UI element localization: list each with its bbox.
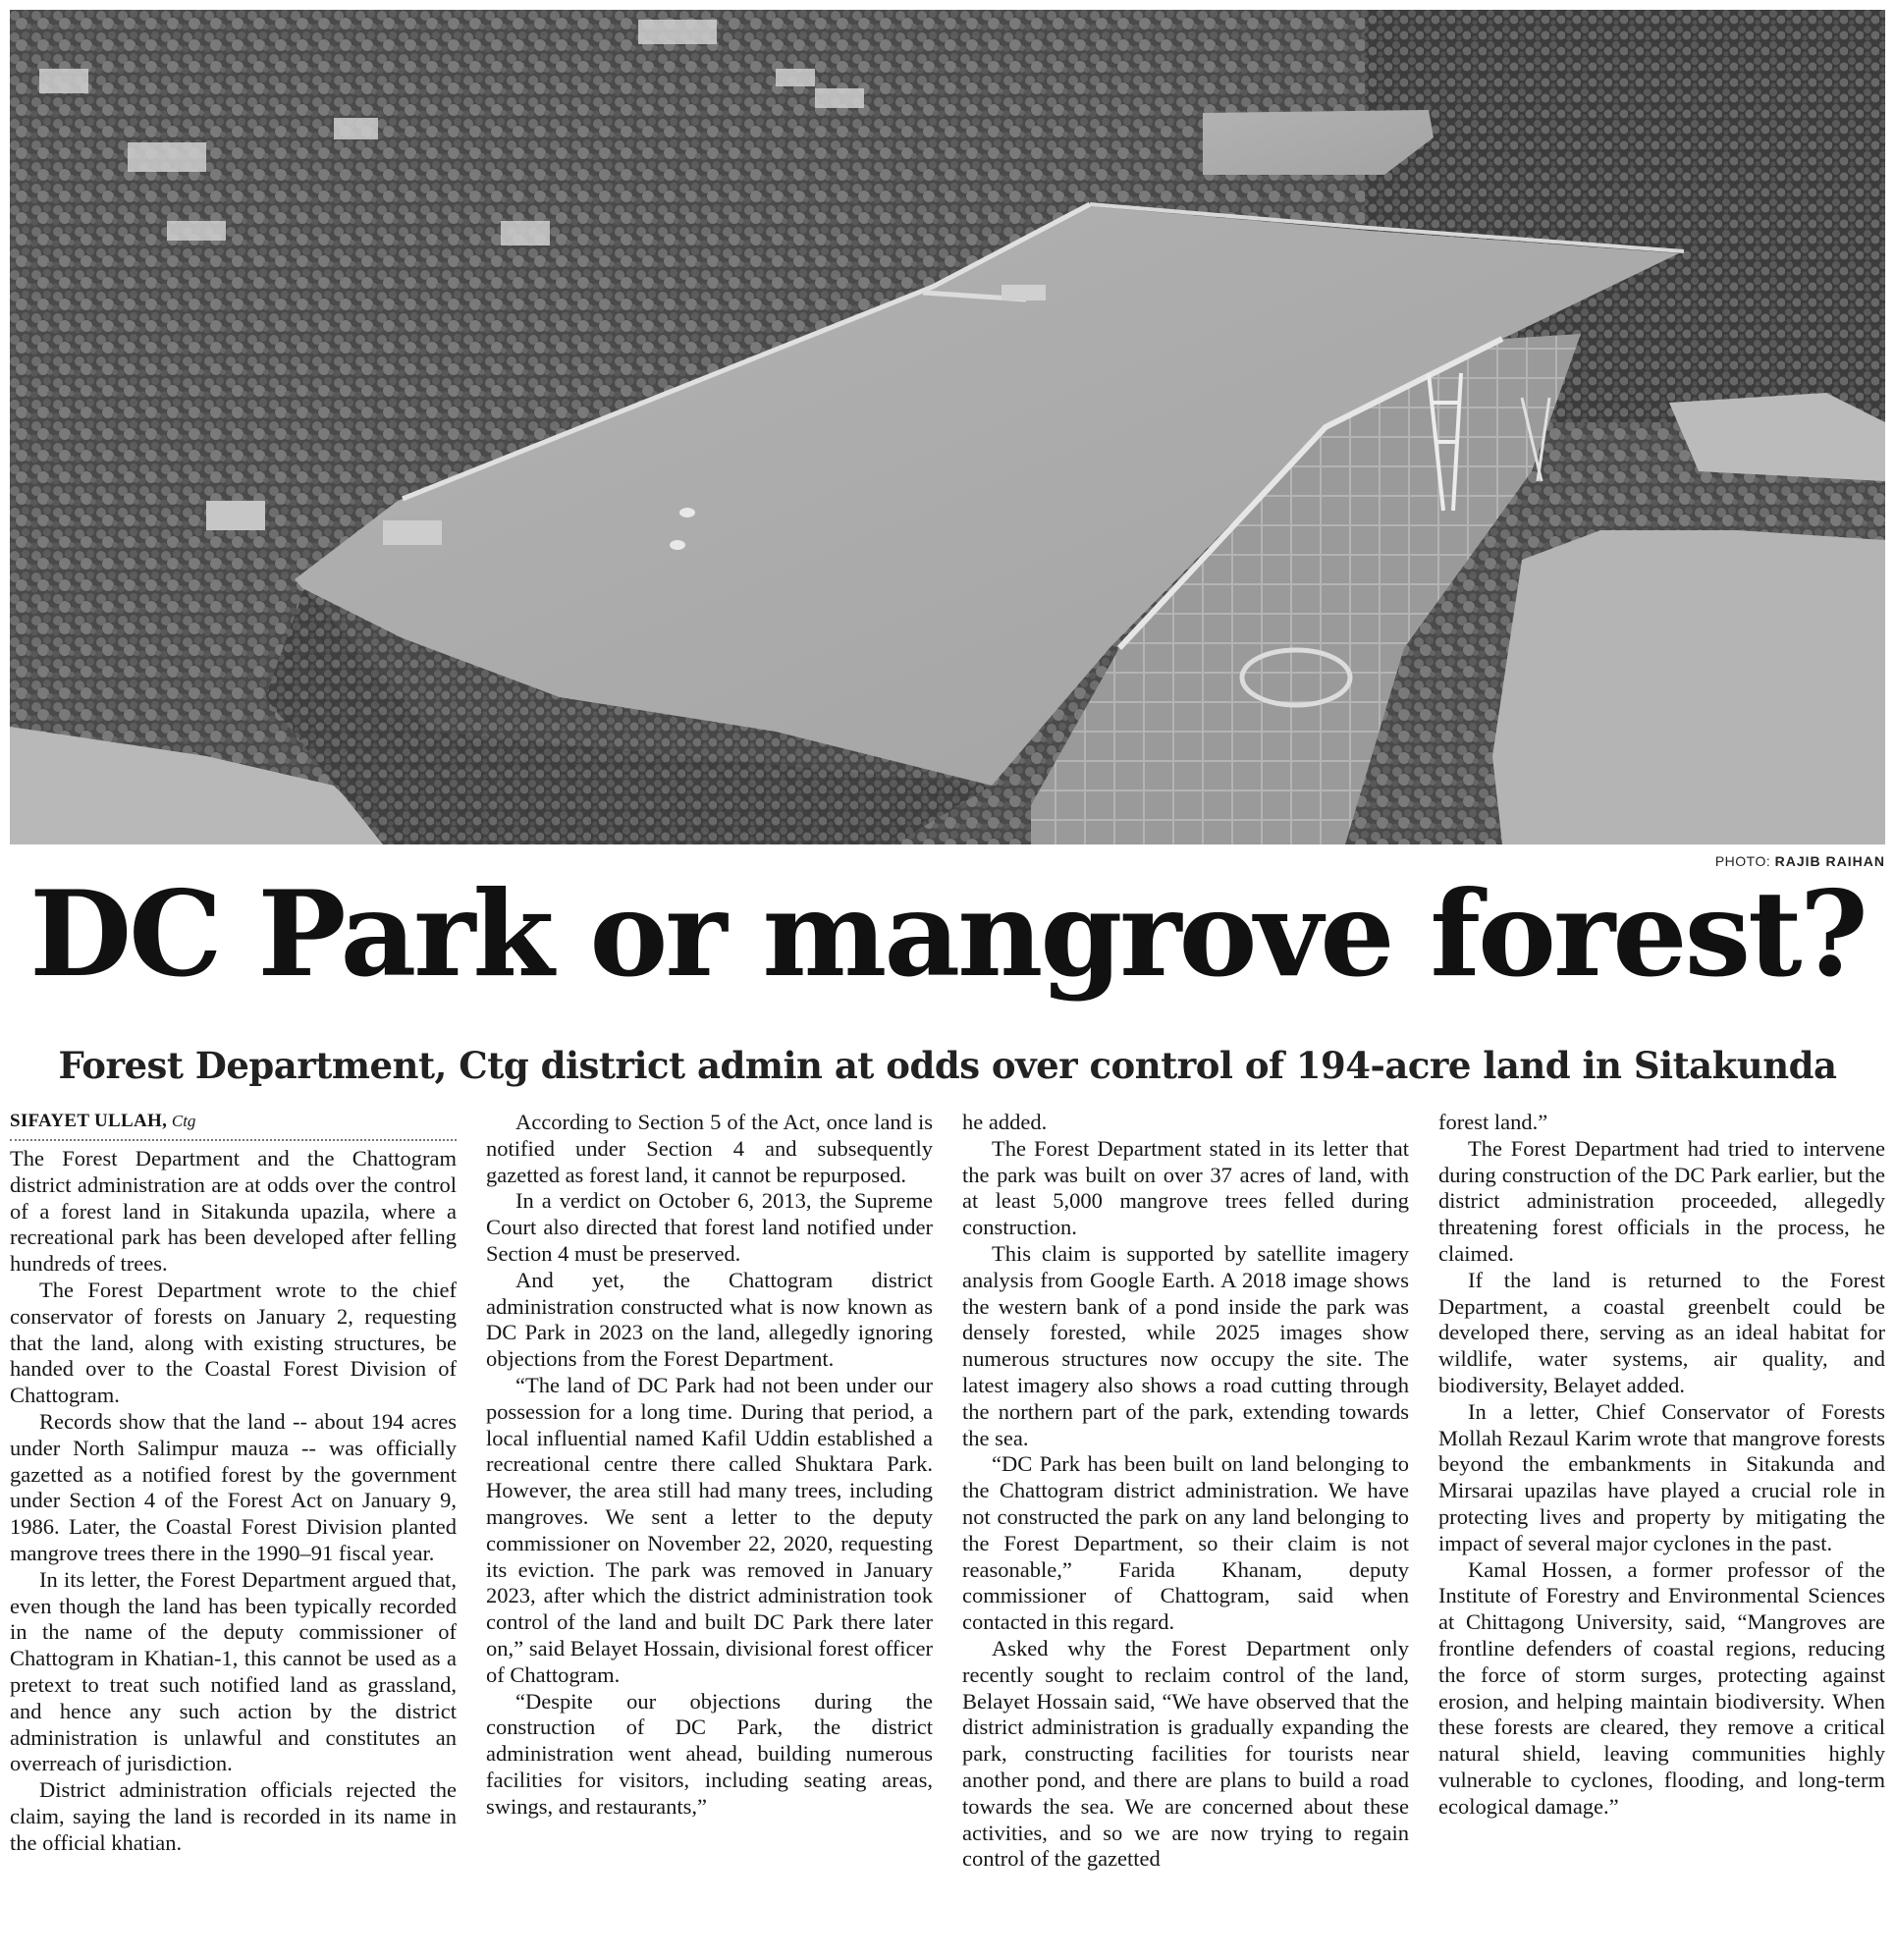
article-column-4: [1438, 1110, 1885, 1954]
aerial-photo: [10, 10, 1885, 844]
article-column-2: [486, 1110, 933, 1954]
paragraph: If the land is returned to the Forest Department, a coastal greenbelt could be developed there, serving as an ideal habitat for wildlife, water systems, air quality, and biodiversity, Belayet added.: [1438, 1267, 1885, 1397]
paragraph: The Forest Department and the Chattogram district administration are at odds over the control of a forest land in Sitakunda upazila, where a recreational park has been developed after felling hundreds of trees.: [10, 1146, 457, 1277]
paragraph: In a letter, Chief Conservator of Forests Mollah Rezaul Karim wrote that mangrove forests beyond the embankments in Sitakunda and Mirsarai upazilas have played a crucial role in protecting lives and property by mitigating the impact of several major cyclones in the past.: [1438, 1398, 1885, 1555]
paragraph: The Forest Department had tried to intervene during construction of the DC Park earlier, but the district administration proceeded, allegedly threatening forest officials in the process, he claimed.: [1438, 1135, 1885, 1266]
paragraph: Records show that the land -- about 194 acres under North Salimpur mauza -- was officially gazetted as a notified forest by the government under Section 4 of the Forest Act on January 9, 1986. Later, the Coastal Forest Division planted mangrove trees there in the 1990–91 fiscal year.: [10, 1408, 457, 1565]
subheadline: Forest Department, Ctg district admin at odds over control of 194-acre land in Sitakunda: [58, 1044, 1837, 1087]
photo-credit-prefix: PHOTO:: [1714, 853, 1771, 869]
article-body: [10, 1110, 1885, 1954]
paragraph: “Despite our objections during the construction of DC Park, the district administration went ahead, building numerous facilities for visitors, including seating areas, swings, and restaurants,”: [486, 1688, 933, 1819]
paragraph: Asked why the Forest Department only recently sought to reclaim control of the land, Belayet Hossain said, “We have observed that the district administration is gradually expanding the park, constructing facilities for tourists near another pond, and there are plans to build a road towards the sea. We are concerned about these activities, and so we are now trying to regain control of the gazetted: [962, 1635, 1409, 1872]
paragraph: The Forest Department stated in its letter that the park was built on over 37 acres of land, with at least 5,000 mangrove trees felled during construction.: [962, 1135, 1409, 1240]
paragraph: In a verdict on October 6, 2013, the Supreme Court also directed that forest land notified under Section 4 must be preserved.: [486, 1188, 933, 1266]
aerial-photo-illustration: [10, 10, 1885, 844]
article-column-1: [10, 1110, 457, 1954]
paragraph: District administration officials rejected the claim, saying the land is recorded in its name in the official khatian.: [10, 1777, 457, 1855]
paragraph: This claim is supported by satellite imagery analysis from Google Earth. A 2018 image shows the western bank of a pond inside the park was densely forested, while 2025 images show numerous structures now occupy the site. The latest imagery also shows a road cutting through the northern part of the park, extending towards the sea.: [962, 1240, 1409, 1450]
byline: [10, 1110, 457, 1141]
paragraph: “DC Park has been built on land belonging to the Chattogram district administration. We have not constructed the park on any land belonging to the Forest Department, so their claim is not reasonable,” Farida Khanam, deputy commissioner of Chattogram, said when contacted in this regard.: [962, 1451, 1409, 1635]
paragraph: According to Section 5 of the Act, once land is notified under Section 4 and subsequently gazetted as forest land, it cannot be repurposed.: [486, 1110, 933, 1187]
paragraph: In its letter, the Forest Department argued that, even though the land has been typically recorded in the name of the deputy commissioner of Chattogram in Khatian-1, this cannot be used as a pretext to treat such notified land as grassland, and hence any such action by the district administration is unlawful and constitutes an overreach of jurisdiction.: [10, 1566, 457, 1776]
paragraph: And yet, the Chattogram district administration constructed what is now known as DC Park in 2023 on the land, allegedly ignoring objections from the Forest Department.: [486, 1267, 933, 1372]
paragraph: forest land.”: [1438, 1110, 1548, 1134]
byline-author: SIFAYET ULLAH,: [10, 1111, 168, 1131]
byline-location: Ctg: [171, 1112, 196, 1130]
paragraph: The Forest Department wrote to the chief conservator of forests on January 2, requesting that the land, along with existing structures, be handed over to the Coastal Forest Division of Chattogram.: [10, 1277, 457, 1408]
paragraph: Kamal Hossen, a former professor of the Institute of Forestry and Environmental Sciences at Chittagong University, said, “Mangroves are frontline defenders of coastal regions, reducing the force of storm surges, protecting against erosion, and helping maintain biodiversity. When these forests are cleared, they remove a critical natural shield, leaving communities highly vulnerable to cyclones, flooding, and long-term ecological damage.”: [1438, 1556, 1885, 1819]
paragraph: he added.: [962, 1110, 1048, 1134]
paragraph: “The land of DC Park had not been under our possession for a long time. During that period, a local influential named Kafil Uddin established a recreational centre there called Shuktara Park. However, the area still had many trees, including mangroves. We sent a letter to the deputy commissioner on November 22, 2020, requesting its eviction. The park was removed in January 2023, after which the district administration took control of the land and built DC Park there later on,” said Belayet Hossain, divisional forest officer of Chattogram.: [486, 1372, 933, 1687]
photo-credit-name: RAJIB RAIHAN: [1774, 853, 1885, 869]
article-column-3: [962, 1110, 1409, 1954]
headline: DC Park or mangrove forest?: [29, 865, 1866, 1004]
